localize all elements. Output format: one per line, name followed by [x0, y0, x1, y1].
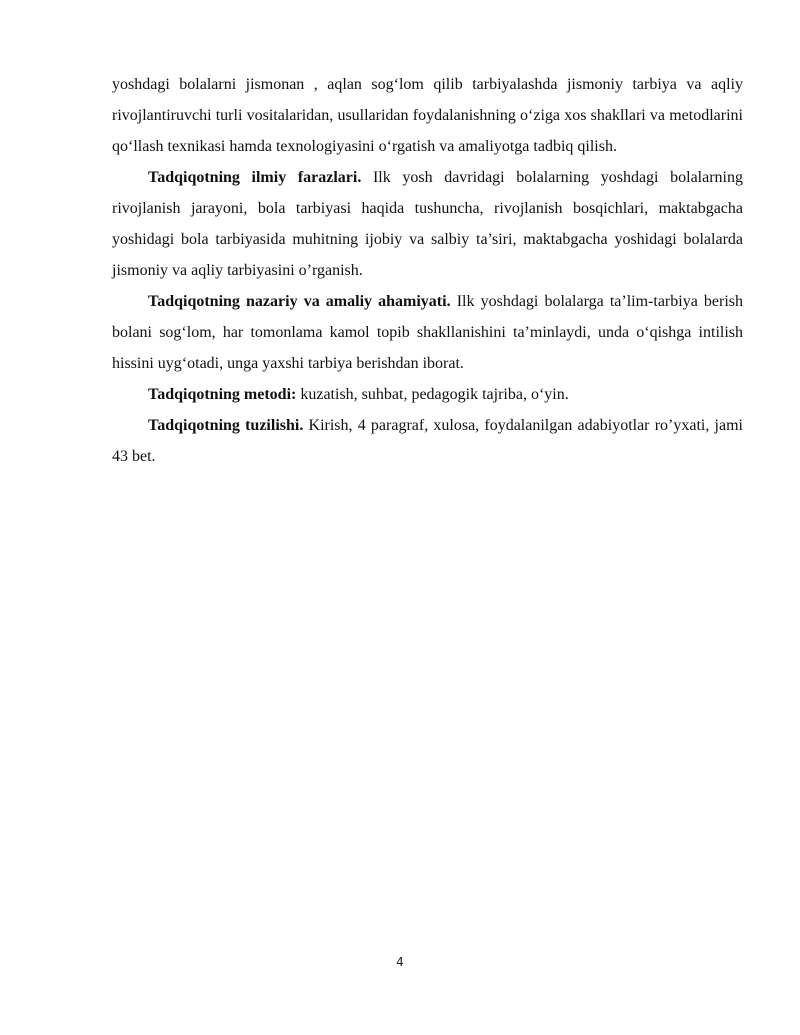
page-number: 4: [396, 955, 404, 969]
significance-paragraph: [112, 286, 743, 379]
document-page: [112, 69, 743, 472]
intro-paragraph-text: yoshdagi bolalarni jismonan , aqlan sog‘lom qilib tarbiyalashda jismoniy tarbiya va aqliy rivojlantiruvchi turli vositalaridan, usullaridan foydalanishning o‘ziga xos shakllari va metodlarini qo‘llash texnikasi hamda texnologiyasini o‘rgatish va amaliyotga tadbiq qilish.: [112, 76, 743, 155]
methods-text: kuzatish, suhbat, pedagogik tajriba, o‘yin.: [296, 386, 569, 403]
hypotheses-paragraph: [112, 162, 743, 286]
significance-text: Ilk yoshdagi bolalarga ta’lim-tarbiya berish bolani sog‘lom, har tomonlama kamol topib shakllanishini ta’minlaydi, unda o‘qishga intilish hissini uyg‘otadi, unga yaxshi tarbiya berishdan iborat.: [112, 293, 744, 372]
methods-paragraph: [112, 379, 743, 410]
structure-heading: Tadqiqotning tuzilishi.: [148, 417, 304, 434]
methods-heading: Tadqiqotning metodi:: [148, 386, 297, 403]
intro-paragraph: [112, 69, 743, 162]
hypotheses-text: Ilk yosh davridagi bolalarning yoshdagi bolalarning rivojlanish jarayoni, bola tarbiyasi haqida tushuncha, rivojlanish bosqichlari, maktabgacha yoshidagi bola tarbiyasida muhitning ijobiy va salbiy ta’siri, maktabgacha yoshidagi bolalarda jismoniy va aqliy tarbiyasini o’rganish.: [112, 169, 743, 279]
significance-heading: Tadqiqotning nazariy va amaliy ahamiyati.: [148, 293, 451, 310]
hypotheses-heading: Tadqiqotning ilmiy farazlari.: [148, 169, 362, 186]
structure-paragraph: [112, 410, 743, 472]
structure-text: Kirish, 4 paragraf, xulosa, foydalanilgan adabiyotlar ro’yxati, jami 43 bet.: [112, 417, 743, 465]
